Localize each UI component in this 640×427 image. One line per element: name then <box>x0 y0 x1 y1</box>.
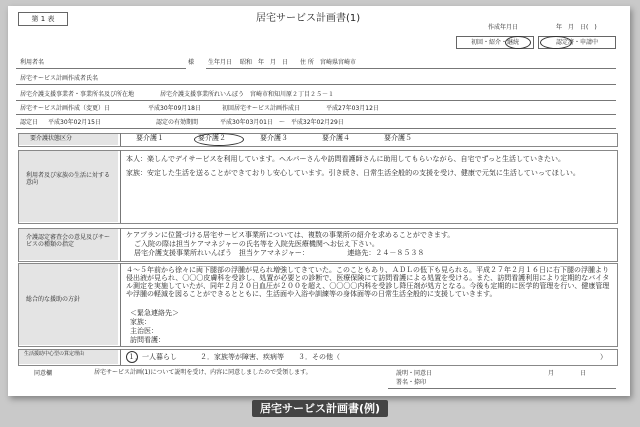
address-value: 宮崎県宮崎市 <box>320 59 357 66</box>
status-cert-circle <box>540 36 572 49</box>
address-label: 住 所 <box>300 59 314 66</box>
cert-date-label: 認定日 <box>20 119 39 126</box>
policy-label: 総合的な援助の方針 <box>26 296 81 303</box>
user-honorific: 様 <box>188 59 195 66</box>
intention-user-text: 本人：楽しんでデイサービスを利用しています。ヘルパーさんや訪問看護師さんに助用してもらいながら、自宅でずっと生活していきたい。 <box>126 155 566 163</box>
opinion-label: 介護認定審査会の意見及びサービスの種類の指定 <box>26 234 111 248</box>
opinion-line-3: 居宅介護支援事業所れいんぼう 担当ケアマネジャー： 連絡先：２４－８５３８ <box>134 249 425 257</box>
planner-name-label: 居宅サービス計画作成者氏名 <box>20 75 99 82</box>
reason-label: 生活援助中心型の算定理由 <box>24 351 85 357</box>
first-date-value: 平成27年03月12日 <box>326 105 379 112</box>
emergency-title: ＜緊急連絡先＞ <box>130 309 179 317</box>
emergency-nurse: 訪問看護： <box>130 336 165 344</box>
office-value: 居宅介護支援事業所れいんぼう 宮崎市和知川原２丁目２５－１ <box>160 91 335 98</box>
reason-option-2: ２．家族等が障害、疾病等 <box>200 353 284 361</box>
caption-label: 居宅サービス計画書(例) <box>252 400 388 417</box>
change-date-value: 平成30年09月18日 <box>148 105 201 112</box>
birth-label: 生年月日 <box>208 59 233 66</box>
status-cert: 認定済・申請中 <box>555 39 598 46</box>
consent-label: 同意欄 <box>34 370 53 377</box>
reason-option-1: １．一人暮らし <box>128 353 177 361</box>
emergency-doctor: 主治医： <box>130 327 158 335</box>
sheet-number-box <box>18 12 68 26</box>
emergency-family: 家族： <box>130 318 151 326</box>
care-level-1: 要介護１ <box>136 134 164 142</box>
change-date-label: 居宅サービス計画作成（変更）日 <box>20 105 111 112</box>
image-caption <box>0 397 640 417</box>
created-date-value: 年 月 日( ) <box>556 24 597 31</box>
first-date-label: 初回居宅サービス計画作成日 <box>222 105 301 112</box>
document-title: 居宅サービス計画書(1) <box>256 13 361 24</box>
care-level-5: 要介護５ <box>384 134 412 142</box>
opinion-line-1: ケアプランに位置づける居宅サービス事業所については、複数の事業所の紹介を求めることができます。 <box>126 231 455 239</box>
care-plan-sheet <box>8 6 630 396</box>
office-label: 居宅介護支援事業者・事業所名及び所在地 <box>20 91 135 98</box>
valid-period-value: 平成30年03月01日 ～ 平成32年02月29日 <box>220 119 344 126</box>
reason-option-3: ３．その他（ <box>298 353 340 361</box>
status-first: 初回・紹介・継続 <box>470 39 519 46</box>
care-level-2-circle <box>194 133 244 146</box>
intention-label: 利用者及び家族の生活に対する意向 <box>26 172 111 186</box>
reason-close: ） <box>600 353 607 361</box>
sheet-number: 第 1 表 <box>31 15 55 23</box>
care-level-2: 要介護２ <box>198 134 226 142</box>
cert-date-value: 平成30年02月15日 <box>48 119 101 126</box>
created-date-label: 作成年月日 <box>488 24 519 31</box>
care-level-3: 要介護３ <box>260 134 288 142</box>
consent-month: 月 <box>548 370 555 377</box>
explain-date-label: 説明・同意日 <box>396 370 433 377</box>
policy-text: ４～５年前から徐々に両下腿部の浮腫が見られ増強してきていた。このこともあり、ＡＤＬの低下も見られる。平成２７年２月１６日に右下腿の浮腫より侵出液が見られ、〇〇〇皮膚科を受診し、処置が必要との診断で、医療保険にて訪問看護による処置を受ける。また、訪問看護利用により定期的なバイタル測定を実施していたが、同年２月２０日血圧が２００を超え、〇〇〇〇内科を受診し降圧剤が処方となる。今後も定期的に医学的管理を行い、健康管理や浮腫の軽減を図ることができるとともに、生活面や入浴や訓練等の身体面等の日常生活全般的に支援していきます。 <box>126 266 610 298</box>
care-level-4: 要介護４ <box>322 134 350 142</box>
status-first-circle <box>505 36 531 49</box>
sign-label: 署名・捺印 <box>396 379 427 386</box>
consent-day: 日 <box>580 370 587 377</box>
valid-period-label: 認定の有効期間 <box>156 119 199 126</box>
birth-value: 昭和 年 月 日 <box>240 59 289 66</box>
consent-text: 居宅サービス計画(1)について説明を受け、内容に同意しましたので受領します。 <box>94 369 312 376</box>
opinion-line-2: ご入院の際は担当ケアマネジャーの氏名等を入院先医療機関へお伝え下さい。 <box>134 240 379 248</box>
care-level-label: 要介護状態区分 <box>30 135 73 142</box>
user-name-label: 利用者名 <box>20 59 45 66</box>
intention-family-text: 家族：安定した生活を送ることができておりし安心しています。引き続き、日常生活全般的の支援を受け、健康で元気に生活していってほしい。 <box>126 169 580 177</box>
